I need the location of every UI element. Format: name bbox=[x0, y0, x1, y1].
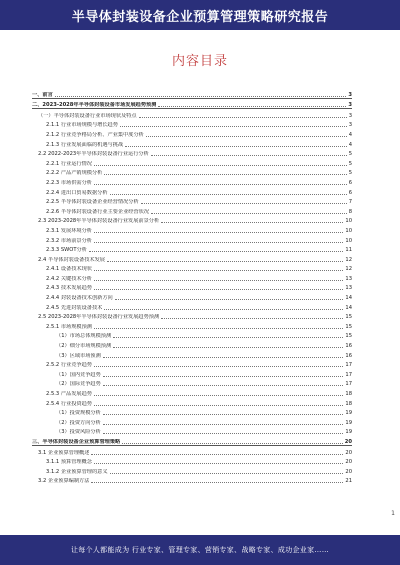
toc-entry[interactable] bbox=[32, 368, 352, 378]
toc-entry-label: （1）市场总体规模预测 bbox=[56, 333, 112, 340]
footer-slogan: 让每个人都能成为 行业专家、管理专家、营销专家、战略专家、成功企业家…… bbox=[70, 546, 330, 554]
toc-entry-page: 5 bbox=[348, 151, 352, 158]
toc-entry[interactable] bbox=[32, 244, 352, 254]
toc-entry-page: 7 bbox=[348, 199, 352, 206]
toc-leader-dots bbox=[94, 232, 343, 233]
toc-entry-label: 2.1.3 行业发展面临的机遇与挑战 bbox=[46, 141, 124, 148]
toc-entry-label: 2.4.5 先进封装设备技术 bbox=[46, 304, 103, 311]
toc-leader-dots bbox=[55, 96, 347, 97]
toc-entry[interactable] bbox=[32, 109, 352, 119]
toc-leader-dots bbox=[91, 482, 343, 483]
toc-leader-dots bbox=[113, 347, 343, 348]
toc-entry-label: 2.4.1 设备技术现状 bbox=[46, 266, 92, 273]
toc-leader-dots bbox=[94, 289, 343, 290]
toc-entry-label: （2）细分市场规模预测 bbox=[56, 343, 112, 350]
toc-entry-page: 3 bbox=[348, 91, 352, 98]
toc-entry-label: 2.1.2 行业竞争格局分析、产业集中度分析 bbox=[46, 131, 144, 138]
toc-entry-page: 21 bbox=[345, 478, 352, 485]
toc-entry-page: 3 bbox=[348, 102, 352, 109]
toc-entry-label: （一）半导体封装设备行业市场现状及特点 bbox=[38, 112, 137, 119]
toc-title: 内容目录 bbox=[171, 54, 228, 69]
table-of-contents bbox=[32, 88, 352, 498]
toc-entry[interactable] bbox=[32, 339, 352, 349]
toc-entry[interactable] bbox=[32, 88, 352, 99]
toc-entry[interactable] bbox=[32, 224, 352, 234]
toc-entry-label: 三、半导体封装设备企业预算管理策略 bbox=[32, 438, 121, 445]
toc-entry[interactable] bbox=[32, 416, 352, 426]
toc-entry[interactable] bbox=[32, 397, 352, 407]
toc-leader-dots bbox=[151, 213, 347, 214]
toc-entry-label: 2.3 2023-2028年半导体封装设备行业发展前景分析 bbox=[38, 218, 160, 225]
toc-entry-label: 2.4.2 关键技术分析 bbox=[46, 275, 92, 282]
toc-entry-page: 6 bbox=[348, 179, 352, 186]
toc-leader-dots bbox=[103, 385, 344, 386]
toc-entry-label: 二、2023-2028年半导体封装设备市场发展趋势预测 bbox=[32, 102, 157, 109]
toc-entry[interactable] bbox=[32, 157, 352, 167]
toc-leader-dots bbox=[94, 395, 343, 396]
toc-entry[interactable] bbox=[32, 215, 352, 225]
toc-leader-dots bbox=[94, 270, 343, 271]
toc-entry-page: 16 bbox=[345, 343, 352, 350]
toc-entry[interactable] bbox=[32, 167, 352, 177]
toc-leader-dots bbox=[94, 405, 343, 406]
toc-entry-label: 2.4.4 封装设备技术创新方向 bbox=[46, 295, 113, 302]
toc-entry-page: 17 bbox=[345, 362, 352, 369]
toc-entry[interactable] bbox=[32, 387, 352, 397]
toc-entry-page: 10 bbox=[345, 227, 352, 234]
toc-entry-page: 4 bbox=[348, 131, 352, 138]
toc-entry-page: 3 bbox=[348, 122, 352, 129]
toc-leader-dots bbox=[94, 165, 347, 166]
toc-entry-label: 2.1.1 行业市场规模与增长趋势 bbox=[46, 122, 118, 129]
toc-entry[interactable] bbox=[32, 407, 352, 417]
toc-entry-page: 20 bbox=[345, 468, 352, 475]
toc-entry[interactable] bbox=[32, 196, 352, 206]
toc-entry[interactable] bbox=[32, 176, 352, 186]
toc-leader-dots bbox=[139, 117, 347, 118]
toc-entry[interactable] bbox=[32, 119, 352, 129]
toc-entry-label: 2.4.3 技术发展趋势 bbox=[46, 285, 92, 292]
toc-leader-dots bbox=[161, 318, 343, 319]
toc-leader-dots bbox=[103, 424, 344, 425]
toc-entry-label: （1）国内竞争趋势 bbox=[56, 371, 101, 378]
toc-entry-page: 10 bbox=[345, 237, 352, 244]
toc-entry[interactable] bbox=[32, 99, 352, 110]
toc-leader-dots bbox=[158, 106, 346, 107]
toc-entry-page: 5 bbox=[348, 170, 352, 177]
toc-entry[interactable] bbox=[32, 148, 352, 158]
toc-entry-label: （3）投资风险分析 bbox=[56, 429, 101, 436]
toc-entry[interactable] bbox=[32, 426, 352, 436]
toc-entry-page: 11 bbox=[345, 247, 352, 254]
page-header bbox=[0, 0, 400, 30]
toc-entry-label: 2.4 半导体封装设备技术发展 bbox=[38, 256, 105, 263]
toc-leader-dots bbox=[94, 242, 343, 243]
toc-entry-page: 19 bbox=[345, 419, 352, 426]
toc-entry[interactable] bbox=[32, 435, 352, 446]
toc-entry[interactable] bbox=[32, 253, 352, 263]
toc-leader-dots bbox=[94, 328, 343, 329]
toc-entry[interactable] bbox=[32, 359, 352, 369]
toc-entry[interactable] bbox=[32, 320, 352, 330]
toc-entry-page: 19 bbox=[345, 410, 352, 417]
toc-entry-label: 3.2 企业预算编制方法 bbox=[38, 478, 90, 485]
toc-leader-dots bbox=[91, 454, 343, 455]
toc-entry-page: 20 bbox=[345, 459, 352, 466]
toc-leader-dots bbox=[103, 433, 344, 434]
toc-leader-dots bbox=[115, 299, 344, 300]
toc-entry[interactable] bbox=[32, 456, 352, 466]
report-title: 半导体封装设备企业预算管理策略研究报告 bbox=[71, 9, 329, 25]
toc-entry[interactable] bbox=[32, 301, 352, 311]
toc-leader-dots bbox=[113, 337, 343, 338]
toc-entry-page: 20 bbox=[345, 449, 352, 456]
toc-entry-page: 3 bbox=[348, 112, 352, 119]
toc-entry-label: 2.5.4 行业投资趋势 bbox=[46, 400, 92, 407]
toc-entry[interactable] bbox=[32, 311, 352, 321]
toc-leader-dots bbox=[94, 184, 347, 185]
toc-entry-label: （2）投资方向分析 bbox=[56, 419, 101, 426]
toc-leader-dots bbox=[161, 222, 343, 223]
toc-entry[interactable] bbox=[32, 234, 352, 244]
toc-leader-dots bbox=[103, 414, 344, 415]
toc-entry-label: 2.2.5 半导体封装设备企业经营情况分析 bbox=[46, 199, 139, 206]
toc-leader-dots bbox=[103, 376, 344, 377]
toc-entry-page: 15 bbox=[345, 314, 352, 321]
toc-entry-page: 8 bbox=[348, 208, 352, 215]
toc-entry-page: 18 bbox=[345, 391, 352, 397]
toc-leader-dots bbox=[104, 309, 343, 310]
toc-leader-dots bbox=[151, 155, 347, 156]
toc-entry-page: 12 bbox=[345, 256, 352, 263]
toc-entry[interactable] bbox=[32, 263, 352, 273]
toc-leader-dots bbox=[146, 136, 347, 137]
toc-entry-label: 2.3.2 市场前景分析 bbox=[46, 237, 92, 244]
toc-entry-page: 6 bbox=[348, 189, 352, 196]
toc-leader-dots bbox=[120, 126, 347, 127]
toc-entry[interactable] bbox=[32, 475, 352, 485]
toc-entry-page: 19 bbox=[345, 429, 352, 436]
toc-entry-page: 10 bbox=[345, 218, 352, 225]
toc-entry[interactable] bbox=[32, 282, 352, 292]
toc-entry-label: 一、前言 bbox=[32, 91, 53, 98]
toc-entry-label: 3.1.1 预算管理概念 bbox=[46, 459, 92, 466]
toc-entry-page: 16 bbox=[345, 352, 352, 359]
toc-entry[interactable] bbox=[32, 465, 352, 475]
toc-entry[interactable] bbox=[32, 138, 352, 148]
toc-leader-dots bbox=[103, 357, 344, 358]
toc-entry-label: 2.5 2023-2028年半导体封装设备行业发展趋势预测 bbox=[38, 314, 160, 321]
toc-leader-dots bbox=[122, 443, 343, 444]
toc-entry[interactable] bbox=[32, 330, 352, 340]
toc-leader-dots bbox=[89, 251, 343, 252]
toc-entry-label: 3.1.2 企业预算管理的意义 bbox=[46, 468, 108, 475]
toc-entry-label: 2.5.1 市场规模预测 bbox=[46, 323, 92, 330]
toc-entry-page: 15 bbox=[345, 323, 352, 330]
toc-entry-label: 2.3.1 发展环境分析 bbox=[46, 227, 92, 234]
toc-entry-page: 14 bbox=[345, 295, 352, 302]
toc-leader-dots bbox=[110, 473, 344, 474]
toc-entry-label: 2.3.3 SWOT分析 bbox=[46, 247, 87, 254]
toc-entry-page: 4 bbox=[348, 141, 352, 148]
toc-entry-label: 2.2.1 行业运行情况 bbox=[46, 160, 92, 167]
toc-leader-dots bbox=[110, 194, 347, 195]
toc-entry-label: （2）国际竞争趋势 bbox=[56, 381, 101, 388]
toc-entry-label: 2.2.4 进出口贸易数据分析 bbox=[46, 189, 108, 196]
toc-entry-label: 2.2.3 市场供需分析 bbox=[46, 179, 92, 186]
toc-entry-label: 2.5.3 产品发展趋势 bbox=[46, 391, 92, 397]
toc-entry[interactable] bbox=[32, 378, 352, 388]
toc-entry[interactable] bbox=[32, 446, 352, 456]
toc-entry-page: 12 bbox=[345, 266, 352, 273]
toc-entry[interactable] bbox=[32, 128, 352, 138]
toc-leader-dots bbox=[141, 203, 347, 204]
toc-entry-page: 15 bbox=[345, 333, 352, 340]
toc-entry[interactable] bbox=[32, 272, 352, 282]
toc-entry-page: 20 bbox=[344, 438, 352, 445]
toc-leader-dots bbox=[94, 463, 343, 464]
toc-entry-page: 18 bbox=[345, 400, 352, 407]
toc-entry-page: 17 bbox=[345, 371, 352, 378]
toc-entry-label: 2.2 2022-2023年半导体封装设备行业运行分析 bbox=[38, 151, 149, 158]
toc-entry[interactable] bbox=[32, 349, 352, 359]
toc-entry-page: 17 bbox=[345, 381, 352, 388]
toc-entry[interactable] bbox=[32, 205, 352, 215]
toc-entry-label: 2.2.6 半导体封装设备行业主要企业经营状况 bbox=[46, 208, 150, 215]
toc-leader-dots bbox=[107, 261, 343, 262]
toc-leader-dots bbox=[125, 146, 347, 147]
page-footer bbox=[0, 535, 400, 565]
toc-entry[interactable] bbox=[32, 186, 352, 196]
toc-entry-page: 13 bbox=[345, 285, 352, 292]
toc-entry-label: 2.2.2 产品产销规模分析 bbox=[46, 170, 103, 177]
toc-leader-dots bbox=[94, 280, 343, 281]
toc-entry-page: 14 bbox=[345, 304, 352, 311]
toc-entry-label: 2.5.2 行业竞争趋势 bbox=[46, 362, 92, 369]
toc-entry-label: 3.1 企业预算管理概述 bbox=[38, 449, 90, 456]
toc-entry-label: （1）投资规模分析 bbox=[56, 410, 101, 417]
page-number: 1 bbox=[391, 510, 395, 517]
toc-entry[interactable] bbox=[32, 291, 352, 301]
toc-entry-page: 5 bbox=[348, 160, 352, 167]
toc-entry-page: 13 bbox=[345, 275, 352, 282]
toc-leader-dots bbox=[104, 174, 346, 175]
toc-leader-dots bbox=[94, 366, 343, 367]
toc-entry-label: （3）区域市场预测 bbox=[56, 352, 101, 359]
